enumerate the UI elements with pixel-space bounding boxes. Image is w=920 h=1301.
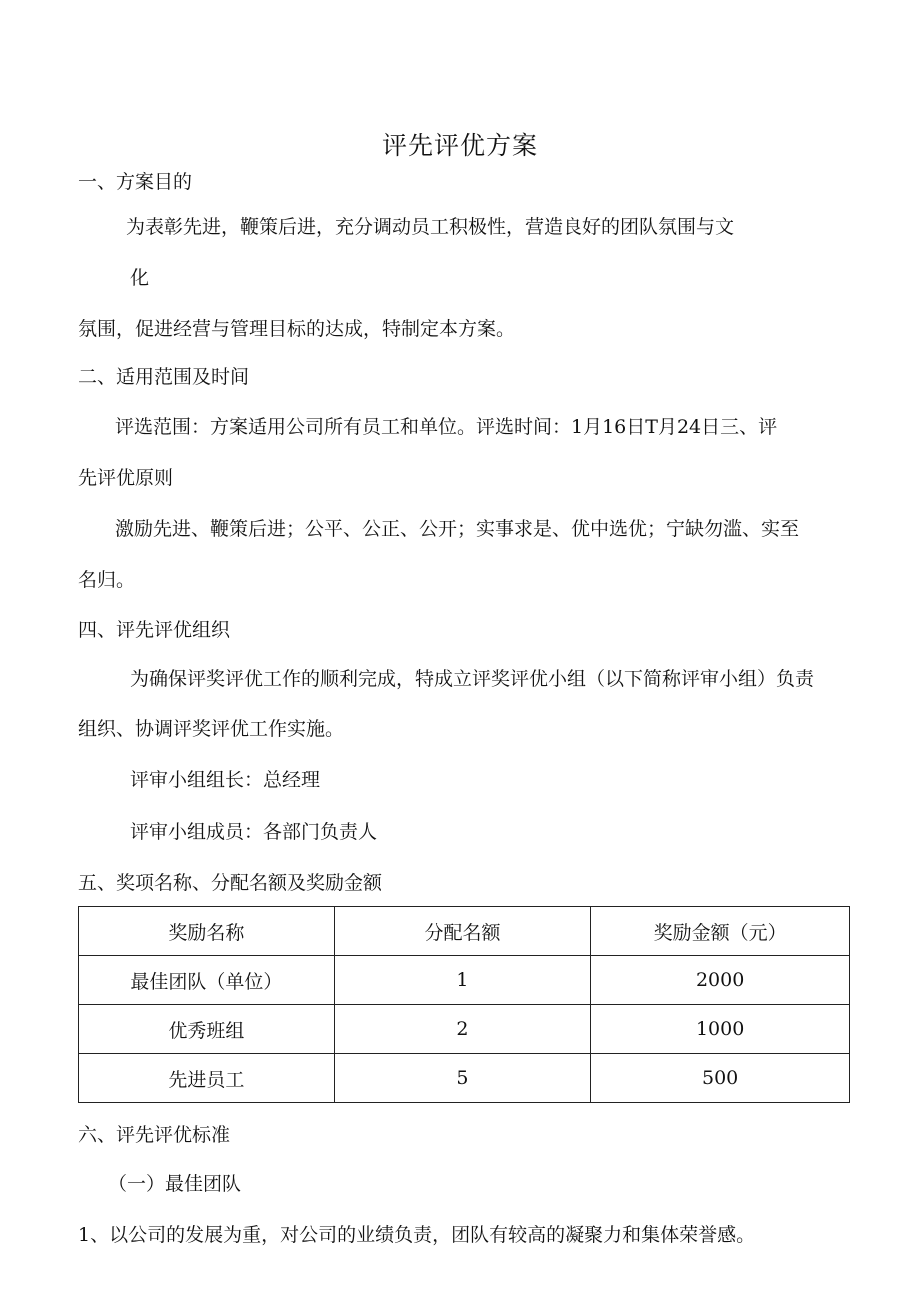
section-4-paragraph-line-1: 为确保评奖评优工作的顺利完成，特成立评奖评优小组（以下简称评审小组）负责: [130, 668, 815, 690]
table-cell: 2: [334, 1005, 591, 1054]
section-3-paragraph-line-1: 激励先进、鞭策后进；公平、公正、公开；实事求是、优中选优；宁缺勿滥、实至: [115, 518, 800, 540]
section-2-heading: 二、适用范围及时间: [78, 366, 250, 388]
table-cell: 先进员工: [79, 1054, 335, 1103]
review-group-members: 评审小组成员：各部门负责人: [130, 821, 378, 843]
table-cell: 1000: [591, 1005, 850, 1054]
section-1-heading: 一、方案目的: [78, 171, 193, 193]
section-2-paragraph-line-1: 评选范围：方案适用公司所有员工和单位。评选时间：1月16日T月24日三、评: [115, 416, 778, 438]
table-row: [79, 956, 850, 1005]
section-5-heading: 五、奖项名称、分配名额及奖励金额: [78, 872, 383, 894]
section-1-paragraph-line-3: 氛围，促进经营与管理目标的达成，特制定本方案。: [78, 318, 516, 340]
awards-table: [78, 906, 850, 1103]
table-row: [79, 1005, 850, 1054]
table-cell: 1: [334, 956, 591, 1005]
table-cell: 5: [334, 1054, 591, 1103]
document-title: 评先评优方案: [381, 131, 538, 160]
table-header-cell: 奖励名称: [79, 907, 335, 956]
table-header-cell: 奖励金额（元）: [591, 907, 850, 956]
section-4-paragraph-line-2: 组织、协调评奖评优工作实施。: [78, 718, 345, 740]
table-cell: 优秀班组: [79, 1005, 335, 1054]
section-1-paragraph-line-2: 化: [130, 267, 150, 289]
section-4-heading: 四、评先评优组织: [78, 619, 231, 641]
section-3-paragraph-line-2: 名归。: [78, 569, 136, 591]
review-group-leader: 评审小组组长：总经理: [130, 769, 321, 791]
section-6-heading: 六、评先评优标准: [78, 1124, 231, 1146]
table-row: [79, 1054, 850, 1103]
table-cell: 2000: [591, 956, 850, 1005]
section-6-item-1: 1、以公司的发展为重，对公司的业绩负责，团队有较高的凝聚力和集体荣誉感。: [78, 1224, 756, 1246]
section-6-subheading-1: （一）最佳团队: [108, 1173, 242, 1195]
table-cell: 500: [591, 1054, 850, 1103]
section-2-paragraph-line-2: 先评优原则: [78, 467, 174, 489]
table-header-cell: 分配名额: [334, 907, 591, 956]
table-cell: 最佳团队（单位）: [79, 956, 335, 1005]
section-1-paragraph-line-1: 为表彰先进，鞭策后进，充分调动员工积极性，营造良好的团队氛围与文: [126, 216, 735, 238]
table-header-row: [79, 907, 850, 956]
